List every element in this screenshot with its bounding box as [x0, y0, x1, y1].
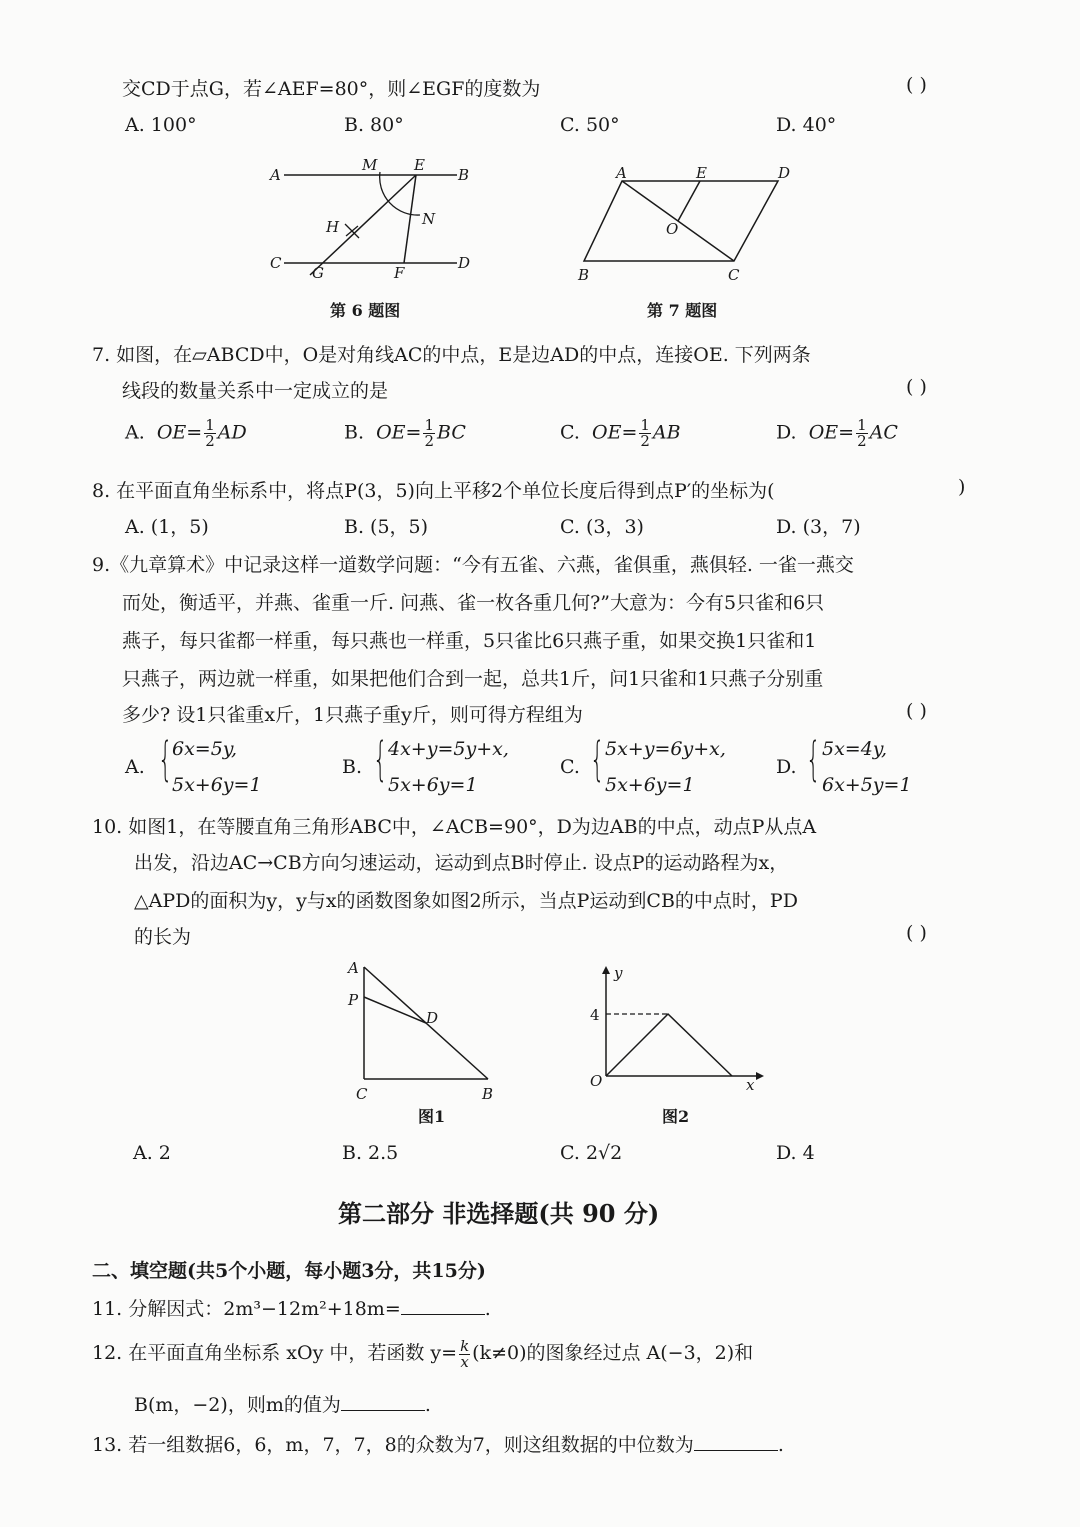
q8-stem: 8. 在平面直角坐标系中，将点P(3，5)向上平移2个单位长度后得到点P′的坐标为(	[92, 480, 775, 502]
y-axis-arrow	[602, 966, 610, 974]
q9-option-b-letter: B.	[342, 756, 363, 778]
q9-option-a-eq2: 5x+6y=1	[172, 774, 262, 796]
part2-section-heading: 二、填空题(共5个小题，每小题3分，共15分)	[92, 1260, 486, 1282]
label-b: B	[482, 1085, 494, 1103]
segment-pd	[364, 997, 426, 1023]
q6-stem: 交CD于点G，若∠AEF=80°，则∠EGF的度数为	[122, 78, 541, 100]
line-ef	[404, 175, 416, 263]
label-p: P	[348, 991, 359, 1009]
q8-option-a: A. (1，5)	[125, 516, 209, 538]
q12-answer-blank[interactable]	[341, 1392, 425, 1411]
q9-option-c-letter: C.	[560, 756, 580, 778]
q9-option-b-eq1: 4x+y=5y+x,	[388, 738, 509, 760]
label-y: y	[614, 964, 623, 982]
label-d: D	[458, 254, 471, 272]
q10-figure1-caption: 图1	[418, 1107, 446, 1126]
q9-option-a-eq1: 6x=5y,	[172, 738, 238, 760]
label-x: x	[746, 1076, 755, 1094]
q10-line2: 出发，沿边AC→CB方向匀速运动，运动到点B时停止. 设点P的运动路程为x，	[134, 852, 789, 874]
q6-option-d: D. 40°	[776, 114, 837, 136]
q10-paren: ( )	[906, 922, 927, 944]
q7-paren: ( )	[906, 376, 927, 398]
label-f: F	[394, 264, 405, 282]
label-c: C	[356, 1085, 368, 1103]
label-e: E	[414, 156, 425, 174]
x-axis-arrow	[756, 1072, 764, 1080]
q7-option-d: D. OE= $\frac{1}{2}$ AC	[776, 416, 898, 450]
label-b: B	[578, 266, 590, 284]
q10-line3: △APD的面积为y，y与x的函数图象如图2所示，当点P运动到CB的中点时，PD	[134, 890, 798, 912]
q9-option-d-eq1: 5x=4y,	[822, 738, 888, 760]
label-b: B	[458, 166, 470, 184]
label-n: N	[422, 210, 436, 228]
q10-figure2	[576, 962, 766, 1102]
q9-option-d-letter: D.	[776, 756, 797, 778]
label-c: C	[728, 266, 740, 284]
label-a: A	[348, 959, 359, 977]
q6-figure	[262, 150, 482, 285]
q7-option-c: C. OE= $\frac{1}{2}$ AB	[560, 416, 681, 450]
label-o: O	[666, 220, 679, 238]
q9-option-c-eq2: 5x+6y=1	[605, 774, 695, 796]
label-a: A	[270, 166, 281, 184]
q11-text: 11. 分解因式：2m³−12m²+18m=	[92, 1298, 401, 1320]
q6-figure-caption: 第 6 题图	[330, 301, 401, 320]
q9-line2: 而处，衡适平，并燕、雀重一斤. 问燕、雀一枚各重几何?”大意为：今有5只雀和6只	[122, 592, 825, 614]
q7-option-b: B. OE= $\frac{1}{2}$ BC	[344, 416, 466, 450]
q8-option-d: D. (3，7)	[776, 516, 861, 538]
q10-option-b: B. 2.5	[342, 1142, 399, 1164]
q6-option-c: C. 50°	[560, 114, 620, 136]
q9-option-d-brace: {	[806, 732, 821, 786]
q13-answer-blank[interactable]	[694, 1432, 778, 1451]
q6-option-a: A. 100°	[125, 114, 197, 136]
part2-title: 第二部分 非选择题(共 90 分)	[338, 1199, 660, 1228]
label-a: A	[616, 164, 627, 182]
q10-line4: 的长为	[134, 926, 192, 948]
label-o: O	[590, 1072, 603, 1090]
q7-stem-line2: 线段的数量关系中一定成立的是	[122, 380, 389, 402]
q13-line: 13. 若一组数据6，6，m，7，7，8的众数为7，则这组数据的中位数为 .	[92, 1434, 784, 1456]
q8-paren-close: )	[958, 476, 966, 498]
q10-option-d: D. 4	[776, 1142, 815, 1164]
q9-option-b-eq2: 5x+6y=1	[388, 774, 478, 796]
label-m: M	[362, 156, 378, 174]
q12-line1: 12. 在平面直角坐标系 xOy 中，若函数 y= $\frac{k}{x}$ (k≠0)的图象经过点 A(−3，2)和	[92, 1336, 754, 1371]
q7-option-a: A. OE= $\frac{1}{2}$ AD	[125, 416, 247, 450]
q10-option-c: C. 2√2	[560, 1142, 623, 1164]
q9-option-d-eq2: 6x+5y=1	[822, 774, 912, 796]
q8-option-c: C. (3，3)	[560, 516, 644, 538]
q11-answer-blank[interactable]	[401, 1296, 485, 1315]
q7-figure	[572, 158, 802, 286]
label-e: E	[696, 164, 707, 182]
q7-figure-caption: 第 7 题图	[647, 301, 718, 320]
q9-line5: 多少? 设1只雀重x斤，1只燕子重y斤，则可得方程组为	[122, 704, 583, 726]
q12-line2: B(m，−2)，则m的值为 .	[134, 1394, 431, 1416]
q9-line3: 燕子，每只雀都一样重，每只燕也一样重，5只雀比6只燕子重，如果交换1只雀和1	[122, 630, 817, 652]
q10-option-a: A. 2	[133, 1142, 171, 1164]
q9-line1: 9.《九章算术》中记录这样一道数学问题：“今有五雀、六燕，雀俱重，燕俱轻. 一雀一燕交	[92, 554, 854, 576]
parallelogram-abcd	[584, 181, 778, 261]
q8-option-b: B. (5，5)	[344, 516, 429, 538]
q6-paren: ( )	[906, 74, 927, 96]
q6-option-b: B. 80°	[344, 114, 404, 136]
segment-oe	[678, 181, 700, 221]
label-g: G	[312, 264, 324, 282]
q9-option-c-eq1: 5x+y=6y+x,	[605, 738, 726, 760]
q10-figure2-caption: 图2	[662, 1107, 690, 1126]
function-graph	[606, 1014, 732, 1076]
label-d: D	[778, 164, 791, 182]
q7-stem-line1: 7. 如图，在▱ABCD中，O是对角线AC的中点，E是边AD的中点，连接OE. 下列两条	[92, 344, 811, 366]
q11-line: 11. 分解因式：2m³−12m²+18m= .	[92, 1298, 491, 1320]
q9-option-b-brace: {	[373, 732, 388, 786]
label-d: D	[426, 1009, 439, 1027]
q10-line1: 10. 如图1，在等腰直角三角形ABC中，∠ACB=90°，D为边AB的中点，动点P从点A	[92, 816, 817, 838]
label-c: C	[270, 254, 282, 272]
q9-line4: 只燕子，两边就一样重，如果把他们合到一起，总共1斤，问1只雀和1只燕子分别重	[122, 668, 824, 690]
q9-option-a-brace: {	[158, 732, 173, 786]
q9-paren: ( )	[906, 700, 927, 722]
q10-figure1	[340, 955, 510, 1105]
label-h: H	[326, 218, 340, 236]
q9-option-c-brace: {	[590, 732, 605, 786]
q9-option-a-letter: A.	[125, 756, 145, 778]
label-4: 4	[590, 1006, 600, 1024]
